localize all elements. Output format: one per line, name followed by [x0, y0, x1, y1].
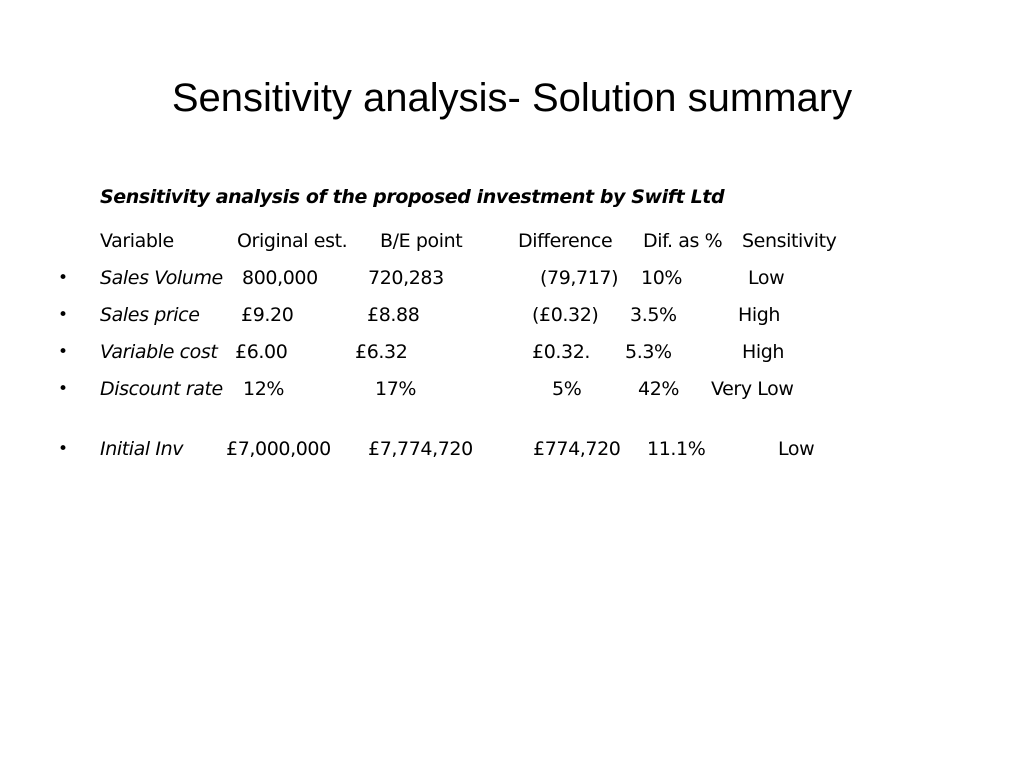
header-variable: Variable — [100, 230, 174, 252]
row-sensitivity: High — [738, 304, 781, 326]
row-difference: (£0.32) — [532, 304, 599, 326]
row-difference: £0.32. — [532, 341, 591, 363]
slide-title: Sensitivity analysis- Solution summary — [171, 76, 853, 120]
row-difference: 5% — [552, 378, 582, 400]
row-original-est: £6.00 — [235, 341, 288, 363]
row-difference: (79,717) — [540, 267, 619, 289]
row-be-point: 17% — [375, 378, 417, 400]
row-diff-pct: 11.1% — [647, 438, 706, 460]
row-original-est: 800,000 — [242, 267, 318, 289]
bullet: • — [58, 439, 68, 459]
bullet: • — [58, 379, 68, 399]
table-row-variable-cost — [0, 337, 1024, 367]
header-original-est: Original est. — [237, 230, 348, 252]
row-original-est: 12% — [243, 378, 285, 400]
header-difference: Difference — [518, 230, 613, 252]
row-be-point: 720,283 — [368, 267, 444, 289]
row-variable: Sales price — [100, 304, 200, 326]
row-diff-pct: 3.5% — [630, 304, 677, 326]
row-original-est: £7,000,000 — [226, 438, 331, 460]
table-header-row — [0, 226, 1024, 256]
table-row-sales-volume — [0, 263, 1024, 293]
row-difference: £774,720 — [533, 438, 621, 460]
row-diff-pct: 5.3% — [625, 341, 672, 363]
row-sensitivity: Low — [748, 267, 785, 289]
row-diff-pct: 42% — [638, 378, 680, 400]
bullet: • — [58, 268, 68, 288]
table-row-discount-rate — [0, 374, 1024, 404]
row-be-point: £7,774,720 — [368, 438, 473, 460]
row-sensitivity: Very Low — [711, 378, 794, 400]
row-variable: Sales Volume — [100, 267, 223, 289]
row-variable: Initial Inv — [100, 438, 184, 460]
header-be-point: B/E point — [380, 230, 463, 252]
row-variable: Variable cost — [100, 341, 218, 363]
table-caption: Sensitivity analysis of the proposed investment by Swift Ltd — [100, 186, 725, 208]
row-be-point: £6.32 — [355, 341, 408, 363]
row-original-est: £9.20 — [241, 304, 294, 326]
bullet: • — [58, 342, 68, 362]
row-diff-pct: 10% — [641, 267, 683, 289]
row-sensitivity: Low — [778, 438, 815, 460]
row-be-point: £8.88 — [367, 304, 420, 326]
header-diff-pct: Dif. as % — [643, 230, 723, 252]
row-variable: Discount rate — [100, 378, 223, 400]
table-row-sales-price — [0, 300, 1024, 330]
table-row-initial-inv — [0, 434, 1024, 464]
header-sensitivity: Sensitivity — [742, 230, 837, 252]
row-sensitivity: High — [742, 341, 785, 363]
bullet: • — [58, 305, 68, 325]
